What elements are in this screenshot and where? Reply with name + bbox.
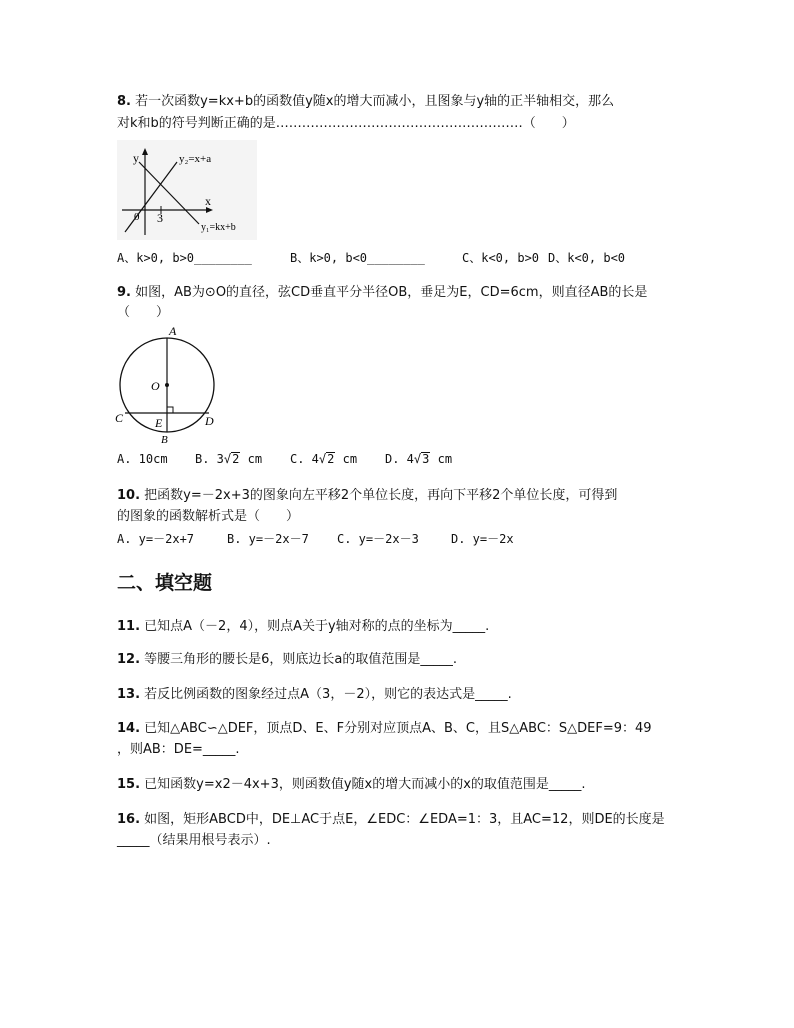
q10-option-a[interactable]: A. y=－2x+7 [117, 532, 195, 546]
q15-number: 15. [117, 777, 141, 792]
q9-line2: （ ） [117, 305, 170, 320]
q15-text: 已知函数y=x2－4x+3，则函数值y随x的增大而减小的x的取值范围是_____. [140, 777, 586, 792]
q8-options [117, 250, 625, 266]
q9-option-c-radicand: 2 [327, 452, 335, 466]
q8-option-a[interactable]: A、k>0, b>0________ [117, 251, 252, 265]
q11-line [117, 618, 489, 636]
q10-option-b[interactable]: B. y=－2x－7 [227, 532, 309, 546]
q8-line2: 对k和b的符号判断正确的是…………………………………………………（ ） [117, 116, 575, 131]
q10-option-c[interactable]: C. y=－2x－3 [337, 532, 419, 546]
q12-number: 12. [117, 652, 141, 667]
sqrt-symbol: √2 [223, 452, 240, 466]
q13-text: 若反比例函数的图象经过点A（3，－2），则它的表达式是_____. [140, 687, 512, 702]
q13-line [117, 686, 512, 704]
q9-option-a[interactable]: A. 10cm [117, 452, 168, 466]
q9-option-b-unit: cm [247, 452, 263, 466]
label-b: B [161, 434, 168, 444]
sqrt-symbol: √2 [318, 452, 335, 466]
q14-line1 [117, 720, 652, 738]
tick-label-3: 3 [157, 211, 163, 225]
q10-number: 10. [117, 488, 141, 503]
section-title: 二、填空题 [117, 572, 213, 594]
q9-option-d-radicand: 3 [422, 452, 430, 466]
q9-option-d-unit: cm [437, 452, 453, 466]
label-e: E [155, 416, 163, 430]
q10-line2: 的图象的函数解析式是（ ） [117, 509, 300, 524]
label-d: D [205, 414, 214, 428]
q9-option-c[interactable] [290, 451, 385, 467]
q9-option-b-radicand: 2 [232, 452, 240, 466]
q10-text-1: 把函数y=－2x+3的图象向左平移2个单位长度，再向下平移2个单位长度，可得到 [140, 488, 618, 503]
q9-line1 [117, 284, 647, 302]
label-a: A [169, 324, 177, 338]
q9-option-b-prefix: B. 3 [195, 452, 224, 466]
q16-line1 [117, 811, 665, 829]
y-axis-label: y [133, 151, 139, 165]
q12-line [117, 651, 457, 669]
x-axis-label: x [205, 194, 211, 208]
q9-options [117, 451, 452, 467]
q13-number: 13. [117, 687, 141, 702]
q8-text-1: 若一次函数y=kx+b的函数值y随x的增大而减小，且图象与y轴的正半轴相交，那么 [130, 94, 615, 109]
q14-text-1: 已知△ABC∽△DEF，顶点D、E、F分别对应顶点A、B、C，且S△ABC：S△DEF=9：49 [140, 721, 652, 736]
q11-text: 已知点A（－2，4），则点A关于y轴对称的点的坐标为_____. [140, 619, 490, 634]
y1-label: y₁=kx+b [201, 222, 236, 233]
q16-line2: _____（结果用根号表示）. [117, 833, 271, 848]
sqrt-symbol: √3 [413, 452, 430, 466]
q11-number: 11. [117, 619, 141, 634]
q9-option-b[interactable] [195, 451, 290, 467]
q10-line1 [117, 487, 617, 505]
q9-circle-figure [114, 324, 220, 444]
q8-line1 [117, 93, 614, 111]
q9-option-d[interactable] [385, 451, 452, 467]
q9-option-d-prefix: D. 4 [385, 452, 414, 466]
q16-text-1: 如图，矩形ABCD中，DE⊥AC于点E，∠EDC：∠EDA=1：3，且AC=12，则DE的长度是 [140, 812, 665, 827]
label-c: C [115, 411, 124, 425]
q9-option-c-unit: cm [342, 452, 358, 466]
q12-text: 等腰三角形的腰长是6，则底边长a的取值范围是_____. [140, 652, 458, 667]
q10-option-d[interactable]: D. y=－2x [451, 532, 514, 546]
q8-option-b[interactable]: B、k>0, b<0________ [290, 251, 425, 265]
q9-text-1: 如图，AB为⊙O的直径，弦CD垂直平分半径OB，垂足为E，CD=6cm，则直径AB的长是 [130, 285, 648, 300]
q8-number: 8. [117, 94, 131, 109]
q9-option-c-prefix: C. 4 [290, 452, 319, 466]
center-dot [165, 383, 169, 387]
q8-option-c[interactable]: C、k<0, b>0 [462, 251, 540, 265]
origin-label: 0 [134, 211, 140, 223]
q16-number: 16. [117, 812, 141, 827]
q8-option-d[interactable]: D、k<0, b<0 [548, 251, 626, 265]
q15-line [117, 776, 586, 794]
q10-options [117, 531, 514, 547]
right-angle-mark [167, 407, 173, 413]
q8-graph-figure [117, 140, 257, 240]
q14-number: 14. [117, 721, 141, 736]
q14-line2: ，则AB：DE=_____. [117, 742, 240, 757]
label-o: O [151, 379, 160, 393]
y2-label: y₂=x+a [179, 153, 212, 165]
q9-number: 9. [117, 285, 131, 300]
